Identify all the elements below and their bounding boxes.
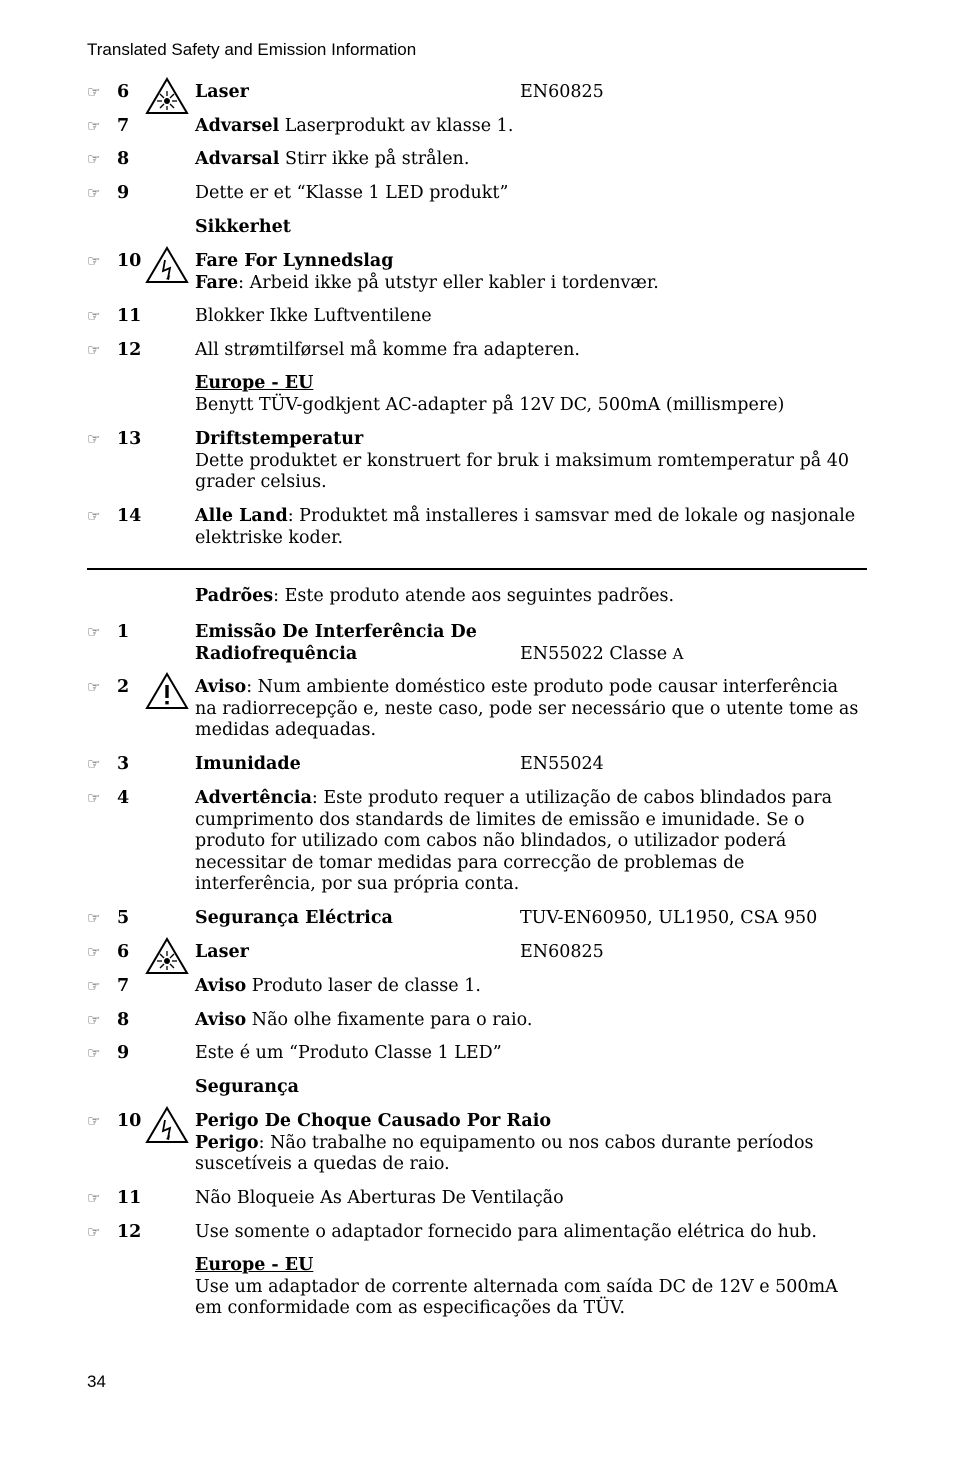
pointing-hand-icon: ☞ xyxy=(87,184,101,202)
pointing-hand-icon: ☞ xyxy=(87,252,101,270)
warning-icon xyxy=(145,672,189,710)
laser-icon xyxy=(145,77,189,115)
running-header: Translated Safety and Emission Information xyxy=(87,40,417,59)
standard-value: EN55022 Classe A xyxy=(520,643,684,664)
laser-icon xyxy=(145,937,189,975)
standard-value: EN55024 xyxy=(520,754,604,774)
pointing-hand-icon: ☞ xyxy=(87,341,101,359)
pointing-hand-icon: ☞ xyxy=(87,307,101,325)
pointing-hand-icon: ☞ xyxy=(87,977,101,995)
pointing-hand-icon: ☞ xyxy=(87,678,101,696)
pointing-hand-icon: ☞ xyxy=(87,83,101,101)
pointing-hand-icon: ☞ xyxy=(87,909,101,927)
pointing-hand-icon: ☞ xyxy=(87,943,101,961)
pointing-hand-icon: ☞ xyxy=(87,755,101,773)
pointing-hand-icon: ☞ xyxy=(87,1011,101,1029)
pointing-hand-icon: ☞ xyxy=(87,1044,101,1062)
lightning-warning-icon xyxy=(145,1106,189,1144)
pointing-hand-icon: ☞ xyxy=(87,507,101,525)
pointing-hand-icon: ☞ xyxy=(87,430,101,448)
section-divider xyxy=(87,568,867,570)
standard-value: EN60825 xyxy=(520,942,604,962)
pointing-hand-icon: ☞ xyxy=(87,789,101,807)
pointing-hand-icon: ☞ xyxy=(87,623,101,641)
pointing-hand-icon: ☞ xyxy=(87,150,101,168)
lightning-warning-icon xyxy=(145,246,189,284)
standard-value: TUV-EN60950, UL1950, CSA 950 xyxy=(520,908,818,928)
standard-value: EN60825 xyxy=(520,82,604,102)
page-number: 34 xyxy=(87,1372,106,1391)
pointing-hand-icon: ☞ xyxy=(87,117,101,135)
pointing-hand-icon: ☞ xyxy=(87,1112,101,1130)
pointing-hand-icon: ☞ xyxy=(87,1223,101,1241)
pointing-hand-icon: ☞ xyxy=(87,1189,101,1207)
